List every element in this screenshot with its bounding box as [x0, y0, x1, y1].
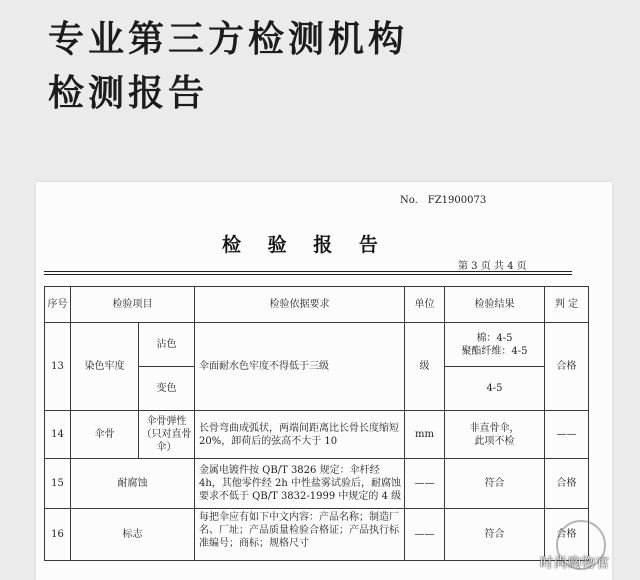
report-number-label: No. [400, 195, 418, 206]
row14-basis: 长骨弯曲成弧状，两端间距离比长骨长度缩短 20%，卸荷后的弦高不大于 10 [195, 411, 405, 459]
row15-result: 符合 [445, 459, 545, 509]
row16-seq: 16 [45, 509, 71, 561]
header-result: 检验结果 [445, 287, 545, 323]
row14-sub: 伞骨弹性（只对直骨伞） [139, 411, 195, 459]
row14-verdict: —— [545, 411, 589, 459]
row14-unit: mm [405, 411, 445, 459]
row13-result-cotton: 棉：4-5 [476, 332, 513, 344]
row15-verdict: 合格 [545, 459, 589, 509]
row13-verdict: 合格 [545, 323, 589, 411]
row13-item: 染色牢度 [71, 323, 139, 411]
header-item: 检验项目 [71, 287, 195, 323]
row15-unit: —— [405, 459, 445, 509]
table-row [45, 323, 589, 367]
row14-item: 伞骨 [71, 411, 139, 459]
headline-line2: 检测报告 [48, 73, 209, 114]
row13-sub-fade: 变色 [139, 367, 195, 411]
headline-line1: 专业第三方检测机构 [48, 19, 409, 60]
row13-result-stain [445, 323, 545, 367]
report-title: 检 验 报 告 [222, 234, 388, 256]
row15-item: 耐腐蚀 [71, 459, 195, 509]
row14-result [445, 411, 545, 459]
row13-basis: 伞面耐水色牢度不得低于三级 [195, 323, 405, 411]
header-rule [44, 271, 572, 272]
report-number [400, 195, 486, 206]
header-unit: 单位 [405, 287, 445, 323]
report-number-value: FZ1900073 [427, 195, 487, 206]
row14-result-line2: 此项不检 [474, 435, 515, 447]
header-basis: 检验依据要求 [195, 287, 405, 323]
row14-seq: 14 [45, 411, 71, 459]
row13-result-fade: 4-5 [445, 367, 545, 411]
row13-sub-stain: 沾色 [139, 323, 195, 367]
row14-result-line1: 非直骨伞， [469, 422, 520, 434]
header-verdict: 判 定 [545, 287, 589, 323]
row15-basis: 金属电镀件按 QB/T 3826 规定：伞杆经 4h，其他零件经 2h 中性盐雾试验后，耐腐蚀要求不低于 QB/T 3832-1999 中规定的 4 级 [195, 459, 405, 509]
page-info: 第 3 页 共 4 页 [458, 261, 527, 272]
row13-unit: 级 [405, 323, 445, 411]
table-header-row [45, 287, 589, 323]
row16-item: 标志 [71, 509, 195, 561]
row16-basis: 每把伞应有如下中文内容：产品名称；制造厂名、厂址；产品质量检验合格证；产品执行标准编号；商标；规格尺寸 [195, 509, 405, 561]
inspection-table [44, 286, 589, 561]
table-row [45, 459, 589, 509]
header-seq: 序号 [45, 287, 71, 323]
table-row [45, 411, 589, 459]
row15-seq: 15 [45, 459, 71, 509]
header-rule [44, 274, 572, 275]
row13-result-polyester: 聚酯纤维：4-5 [461, 345, 528, 357]
watermark: 时尚购物官 [540, 556, 611, 571]
row16-unit: —— [405, 509, 445, 561]
row13-seq: 13 [45, 323, 71, 411]
table-row [45, 509, 589, 561]
row16-verdict: 合格 [545, 509, 589, 561]
row16-result: 符合 [445, 509, 545, 561]
